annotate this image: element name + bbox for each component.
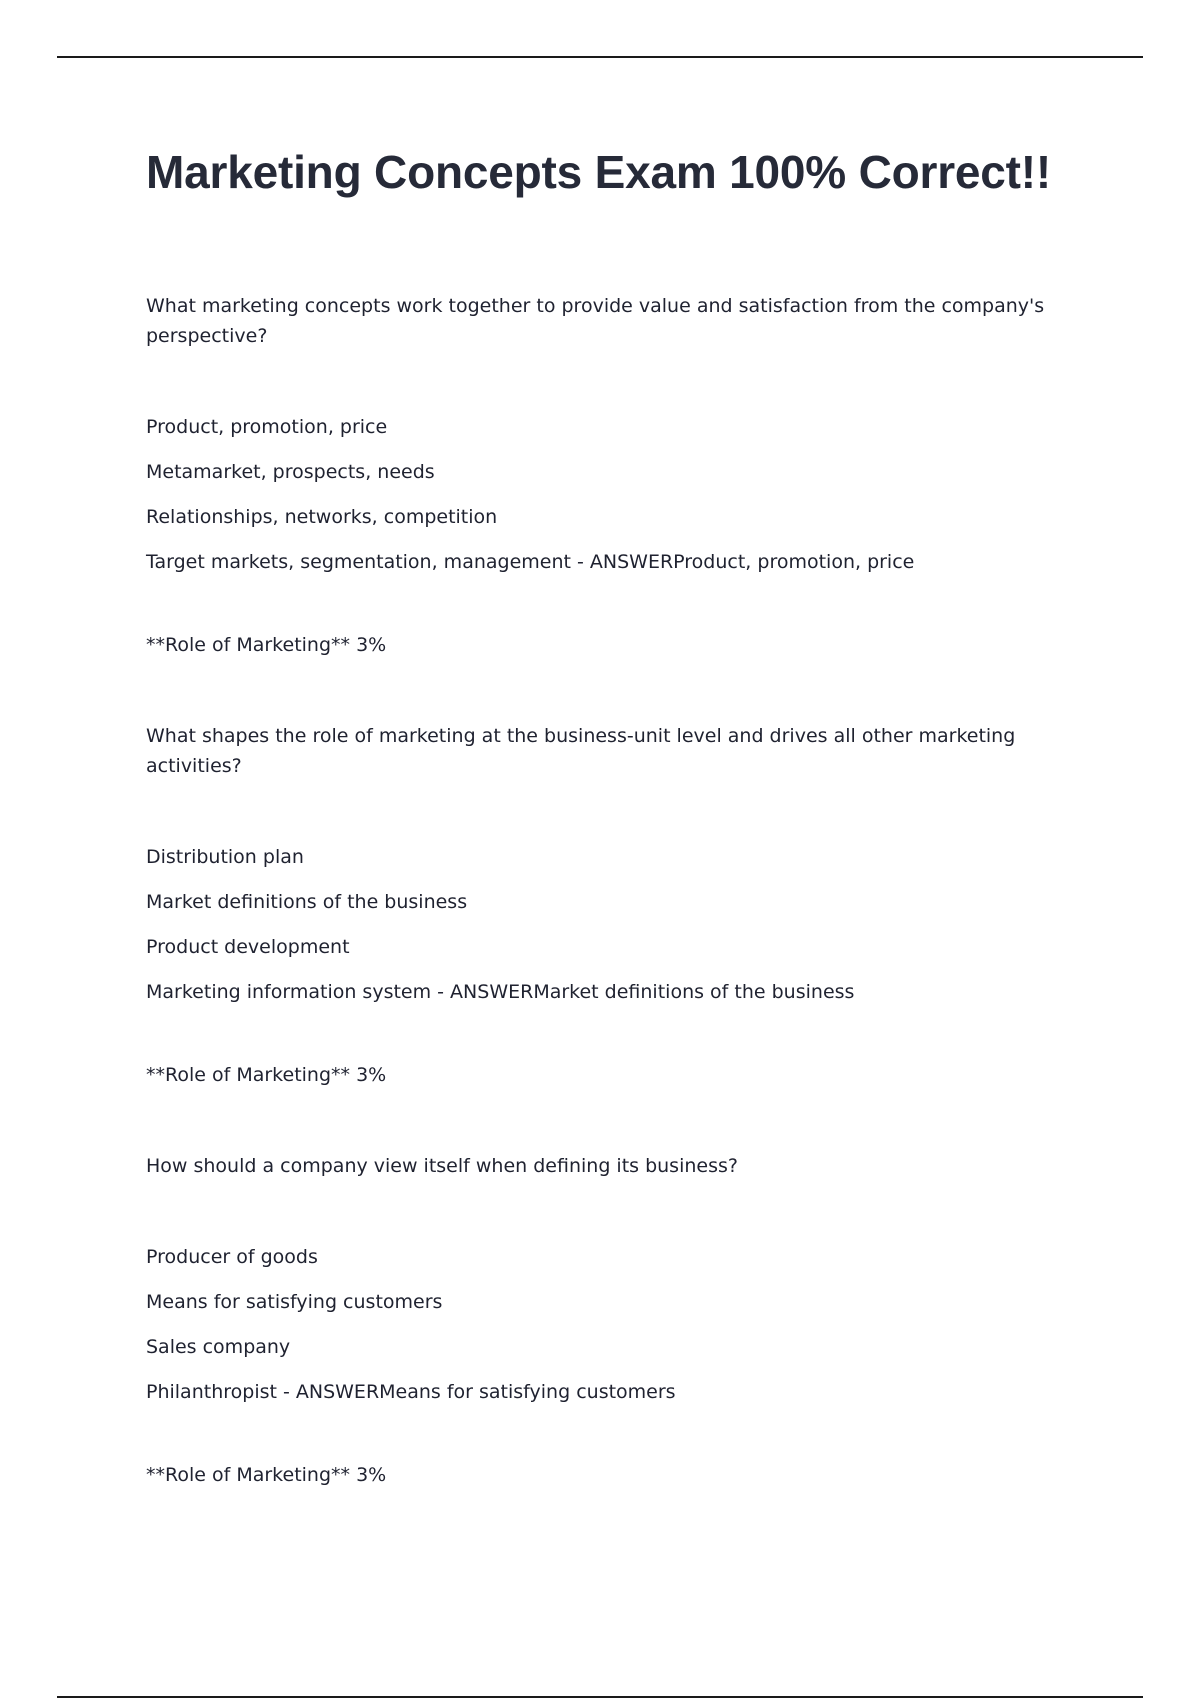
section-tag: **Role of Marketing** 3% (146, 1464, 387, 1486)
top-divider (57, 56, 1143, 58)
option-item-answer: Target markets, segmentation, management - ANSWERProduct, promotion, price (146, 551, 915, 573)
option-item: Sales company (146, 1336, 291, 1358)
option-list (146, 412, 1076, 592)
option-list (146, 1242, 1076, 1422)
document-title: Marketing Concepts Exam 100% Correct!! (146, 146, 1052, 198)
option-item: Means for satisfying customers (146, 1291, 443, 1313)
question-text: How should a company view itself when defining its business? (146, 1155, 738, 1177)
question-block-3 (146, 1151, 1076, 1490)
option-item-answer: Philanthropist - ANSWERMeans for satisfying customers (146, 1381, 676, 1403)
option-item: Distribution plan (146, 846, 304, 868)
question-text: What shapes the role of marketing at the business-unit level and drives all other marketing activities? (146, 725, 1016, 777)
section-tag: **Role of Marketing** 3% (146, 634, 387, 656)
question-block-1 (146, 291, 1076, 660)
option-list (146, 842, 1076, 1022)
section-tag: **Role of Marketing** 3% (146, 1064, 387, 1086)
option-item: Producer of goods (146, 1246, 318, 1268)
option-item: Product, promotion, price (146, 416, 388, 438)
option-item: Relationships, networks, competition (146, 506, 498, 528)
option-item: Metamarket, prospects, needs (146, 461, 435, 483)
option-item-answer: Marketing information system - ANSWERMarket definitions of the business (146, 981, 855, 1003)
option-item: Product development (146, 936, 350, 958)
question-text: What marketing concepts work together to provide value and satisfaction from the company's perspective? (146, 295, 1045, 347)
bottom-divider (57, 1696, 1143, 1698)
option-item: Market definitions of the business (146, 891, 468, 913)
document-content (146, 144, 1076, 1490)
question-block-2 (146, 721, 1076, 1090)
